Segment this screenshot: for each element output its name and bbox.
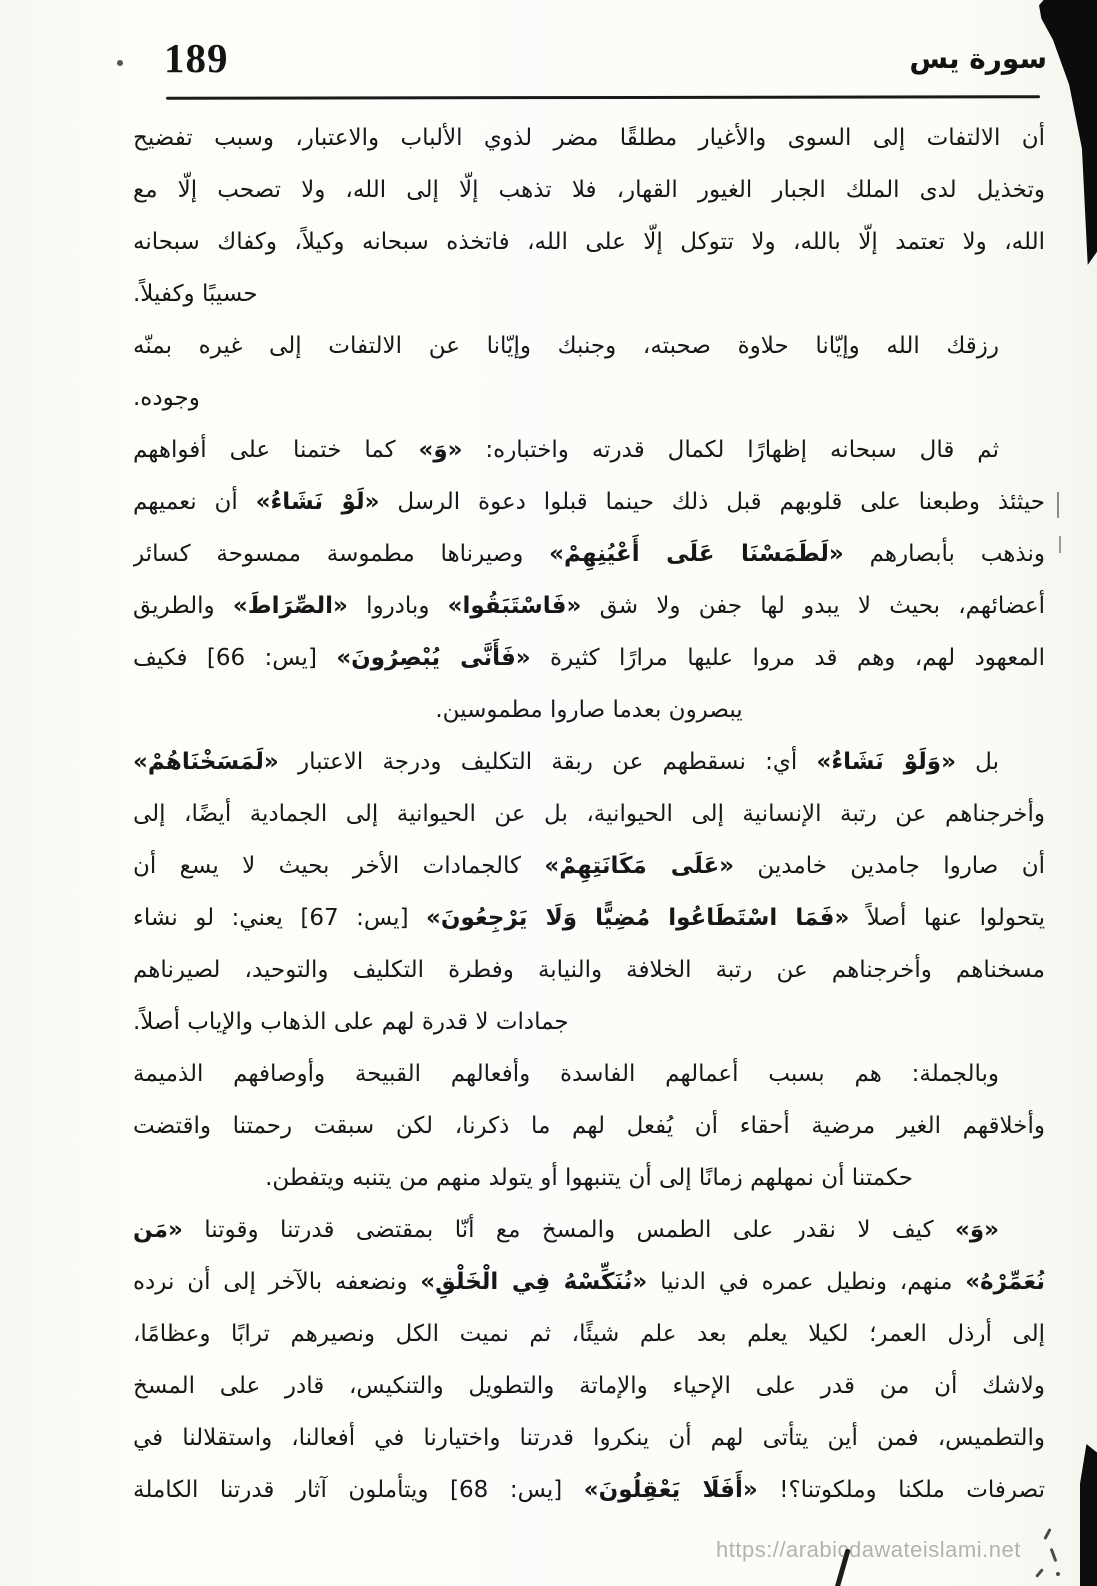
commentary-text: وأخلاقهم الغير مرضية أحقاء أن يُفعل لهم ما ذكرنا، لكن سبقت رحمتنا واقتضت [133,1113,1045,1139]
surah-header-title: سورة يس [909,42,1047,75]
quran-quote: «الصِّرَاطَ» [232,593,348,619]
quran-quote: «لَوْ نَشَاءُ» [255,489,380,515]
commentary-text: [يس: 66] فكيف [133,645,337,671]
text-line [133,684,1045,736]
quran-quote: «نُنَكِّسْهُ فِي الْخَلْقِ» [420,1269,648,1295]
text-line [133,1464,1045,1516]
commentary-text: [يس: 68] ويتأملون آثار قدرتنا الكاملة [133,1477,584,1503]
scan-artifact-bottom-right [1080,1444,1097,1586]
commentary-text: رزقك الله وإيّانا حلاوة صحبته، وجنبك وإيّانا عن الالتفات إلى غيره بمنّه [133,333,999,359]
quran-quote: «لَمَسَخْنَاهُمْ» [133,749,279,775]
commentary-text: يتحولوا عنها أصلاً [849,905,1045,931]
text-line [133,788,1045,840]
text-line [133,476,1045,528]
text-line [133,736,1045,788]
commentary-text: ثم قال سبحانه إظهارًا لكمال قدرته واختباره: [462,437,999,463]
commentary-text: أن صاروا جامدين خامدين [734,853,1045,879]
commentary-text: كيف لا نقدر على الطمس والمسخ مع أنّا بمقتضى قدرتنا وقوتنا [182,1217,955,1243]
commentary-text: الله، ولا تعتمد إلّا بالله، ولا تتوكل إلّا على الله، فاتخذه سبحانه وكيلاً، وكفاك سبحانه [133,229,1045,255]
commentary-text: وبالجملة: هم بسبب أعمالهم الفاسدة وأفعالهم القبيحة وأوصافهم الذميمة [133,1061,999,1087]
text-line [133,1204,1045,1256]
text-block [133,112,1045,1516]
scribble-mark [1035,1568,1044,1578]
quran-quote: «مَن [133,1217,183,1243]
commentary-text: وتخذيل لدى الملك الجبار الغيور القهار، فلا تذهب إلّا إلى الله، ولا تصحب إلّا مع [133,177,1045,203]
margin-tick-mark [1059,536,1061,553]
commentary-text: والتطميس، فمن أين يتأتى لهم أن ينكروا قدرتنا واختيارنا في أفعالنا، واستقلالنا في [133,1425,1045,1451]
header-rule-divider [166,95,1040,100]
text-line [133,1048,1045,1100]
quran-quote: «عَلَى مَكَانَتِهِمْ» [544,853,735,879]
commentary-text: [يس: 67] يعني: لو نشاء [133,905,427,931]
text-line [133,1308,1045,1360]
quran-quote: «لَطَمَسْنَا عَلَى أَعْيُنِهِمْ» [549,541,844,567]
quran-quote: «فَأَنَّى يُبْصِرُونَ» [336,645,531,671]
text-line [133,268,1045,320]
page-number: 189 [164,35,229,81]
text-line [133,1100,1045,1152]
commentary-text: تصرفات ملكنا وملكوتنا؟! [757,1477,1045,1503]
commentary-text: أن نعميهم [133,489,256,515]
commentary-text: ونضعفه بالآخر إلى أن نرده [133,1269,421,1295]
quran-quote: نُعَمِّرْهُ» [965,1269,1045,1295]
commentary-text: بل [955,749,999,775]
quran-quote: «فَمَا اسْتَطَاعُوا مُضِيًّا وَلَا يَرْجِعُونَ» [426,905,850,931]
commentary-text: إلى أرذل العمر؛ لكيلا يعلم بعد علم شيئًا، ثم نميت الكل ونصيرهم ترابًا وعظامًا، [133,1321,1045,1347]
commentary-text: والطريق [133,593,233,619]
quran-quote: «أَفَلَا يَعْقِلُونَ» [583,1477,758,1503]
commentary-text: ولاشك أن من قدر على الإحياء والإماتة والتطويل والتنكيس، قادر على المسخ [133,1373,1045,1399]
scribble-mark [1050,1548,1058,1562]
text-line [133,1152,1045,1204]
scan-artifact-top-right [1039,0,1097,265]
commentary-text: حسيبًا وكفيلاً. [133,281,258,307]
text-line [133,996,1045,1048]
text-line [133,112,1045,164]
text-line [133,840,1045,892]
quran-quote: «وَلَوْ نَشَاءُ» [816,749,956,775]
text-line [133,164,1045,216]
text-line [133,424,1045,476]
scribble-mark [1043,1528,1051,1540]
commentary-text: وأخرجناهم عن رتبة الإنسانية إلى الحيوانية، بل عن الحيوانية إلى الجمادية أيضًا، إلى [133,801,1045,827]
text-line [133,1256,1045,1308]
margin-tick-mark [1057,492,1059,518]
commentary-text: أعضائهم، بحيث لا يبدو لها جفن ولا شق [581,593,1045,619]
commentary-text: حكمتنا أن نمهلهم زمانًا إلى أن يتنبهوا أو يتولد منهم من يتنبه ويتفطن. [265,1165,913,1191]
scribble-mark [1056,1572,1060,1576]
text-line [133,216,1045,268]
text-line [133,320,1045,372]
commentary-text: المعهود لهم، وهم قد مروا عليها مرارًا كثيرة [530,645,1045,671]
quran-quote: «وَ» [418,437,463,463]
commentary-text: كما ختمنا على أفواههم [133,437,419,463]
quran-quote: «وَ» [954,1217,999,1243]
commentary-text: مسخناهم وأخرجناهم عن رتبة الخلافة والنيابة وفطرة التكليف والتوحيد، لصيرناهم [133,957,1045,983]
text-line [133,372,1045,424]
commentary-text: كالجمادات الأخر بحيث لا يسع أن [133,853,545,879]
text-line [133,528,1045,580]
quran-quote: «فَاسْتَبَقُوا» [447,593,582,619]
commentary-text: حيثئذ وطبعنا على قلوبهم قبل ذلك حينما قبلوا دعوة الرسل [379,489,1045,515]
commentary-text: وبادروا [347,593,448,619]
ink-speck-dot [117,60,123,66]
commentary-text: أن الالتفات إلى السوى والأغيار مطلقًا مضر لذوي الألباب والاعتبار، وسبب تفضيح [133,125,1045,151]
text-line [133,1360,1045,1412]
text-line [133,944,1045,996]
commentary-text: وصيرناها مطموسة ممسوحة كسائر [133,541,550,567]
text-line [133,580,1045,632]
text-line [133,892,1045,944]
text-line [133,1412,1045,1464]
commentary-text: أي: نسقطهم عن ربقة التكليف ودرجة الاعتبار [278,749,817,775]
commentary-text: منهم، ونطيل عمره في الدنيا [647,1269,966,1295]
commentary-text: وجوده. [133,385,200,411]
text-line [133,632,1045,684]
commentary-text: جمادات لا قدرة لهم على الذهاب والإياب أصلاً. [133,1009,569,1035]
commentary-text: ونذهب بأبصارهم [843,541,1045,567]
commentary-text: يبصرون بعدما صاروا مطموسين. [435,697,743,723]
watermark-text: https://arabicdawateislami.net [716,1537,1021,1562]
